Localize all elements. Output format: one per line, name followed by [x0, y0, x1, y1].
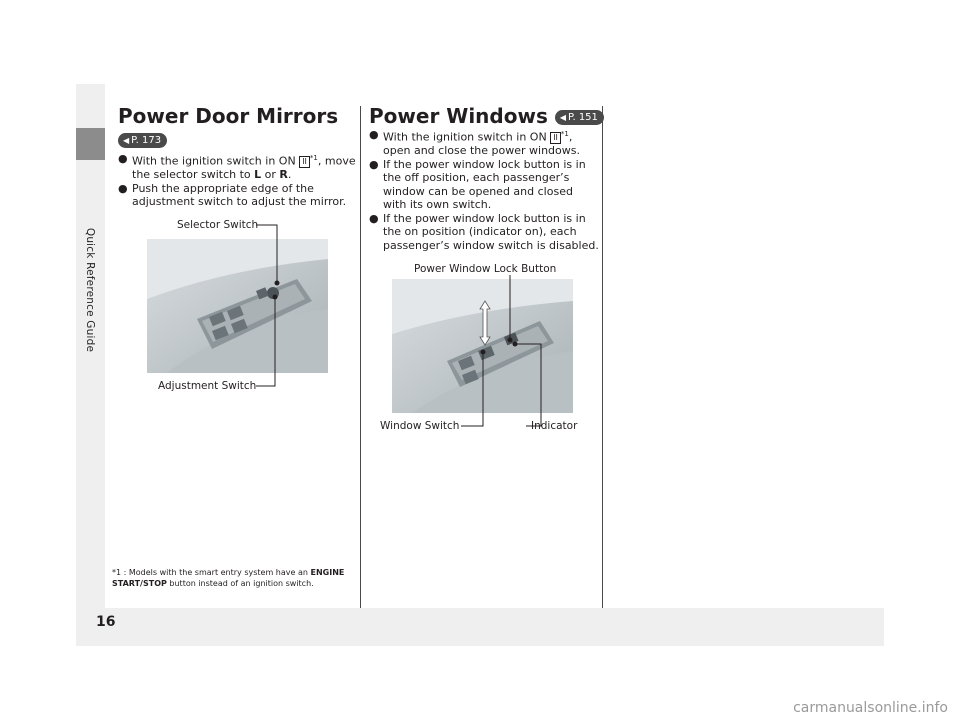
list-item: ● If the power window lock button is in the on position (indicator on), each passenger’s window switch is disabled. [369, 211, 599, 252]
bullet-icon: ● [118, 181, 128, 195]
watermark: carmanualsonline.info [793, 700, 948, 716]
ref-arrow-icon: ◀ [123, 136, 130, 145]
ref-arrow-icon: ◀ [559, 113, 566, 122]
adjustment-switch-label: Adjustment Switch [158, 380, 257, 392]
mirrors-page-ref[interactable]: ◀ P. 173 [118, 133, 167, 148]
mirrors-instructions [118, 152, 358, 209]
list-item: ● With the ignition switch in ON II $^{*1}$, move the selector switch to L or R. [118, 152, 356, 182]
ignition-key-symbol: II [550, 132, 561, 144]
selector-switch-label: Selector Switch [177, 219, 259, 231]
window-switch-label: Window Switch [380, 420, 460, 432]
page-number: 16 [96, 614, 116, 630]
bullet-icon: ● [369, 128, 379, 141]
footnote-marker: *1 : [112, 568, 127, 577]
door-panel-illustration [392, 279, 573, 413]
list-item: ● If the power window lock button is in the off position, each passenger’s window can be opened and closed with its own switch. [369, 157, 586, 212]
bullet-icon: ● [369, 211, 379, 225]
ignition-key-symbol: II [299, 156, 310, 168]
window-switch-photo [392, 279, 573, 413]
section-side-label: Quick Reference Guide [84, 227, 96, 353]
bullet-icon: ● [118, 152, 128, 165]
footnote: *1 : Models with the smart entry system have an ENGINE START/STOP button instead of an ignition switch. [112, 568, 345, 588]
windows-page-ref[interactable]: ◀ P. 151 [555, 110, 604, 125]
mirror-switch-photo [147, 239, 328, 373]
column-divider-right [602, 106, 603, 608]
window-lock-button-label: Power Window Lock Button [414, 263, 557, 275]
windows-heading: Power Windows ◀ P. 151 [369, 104, 604, 128]
bullet-icon: ● [369, 157, 379, 171]
mirrors-heading: Power Door Mirrors [118, 104, 339, 128]
windows-instructions [369, 128, 599, 252]
column-divider-left [360, 106, 361, 608]
list-item: ● With the ignition switch in ON II $^{*1}$, open and close the power windows. [369, 128, 580, 158]
list-item: ● Push the appropriate edge of the adjustment switch to adjust the mirror. [118, 181, 347, 209]
door-panel-illustration [147, 239, 328, 373]
indicator-label: Indicator [531, 420, 578, 432]
section-tab [76, 128, 105, 160]
